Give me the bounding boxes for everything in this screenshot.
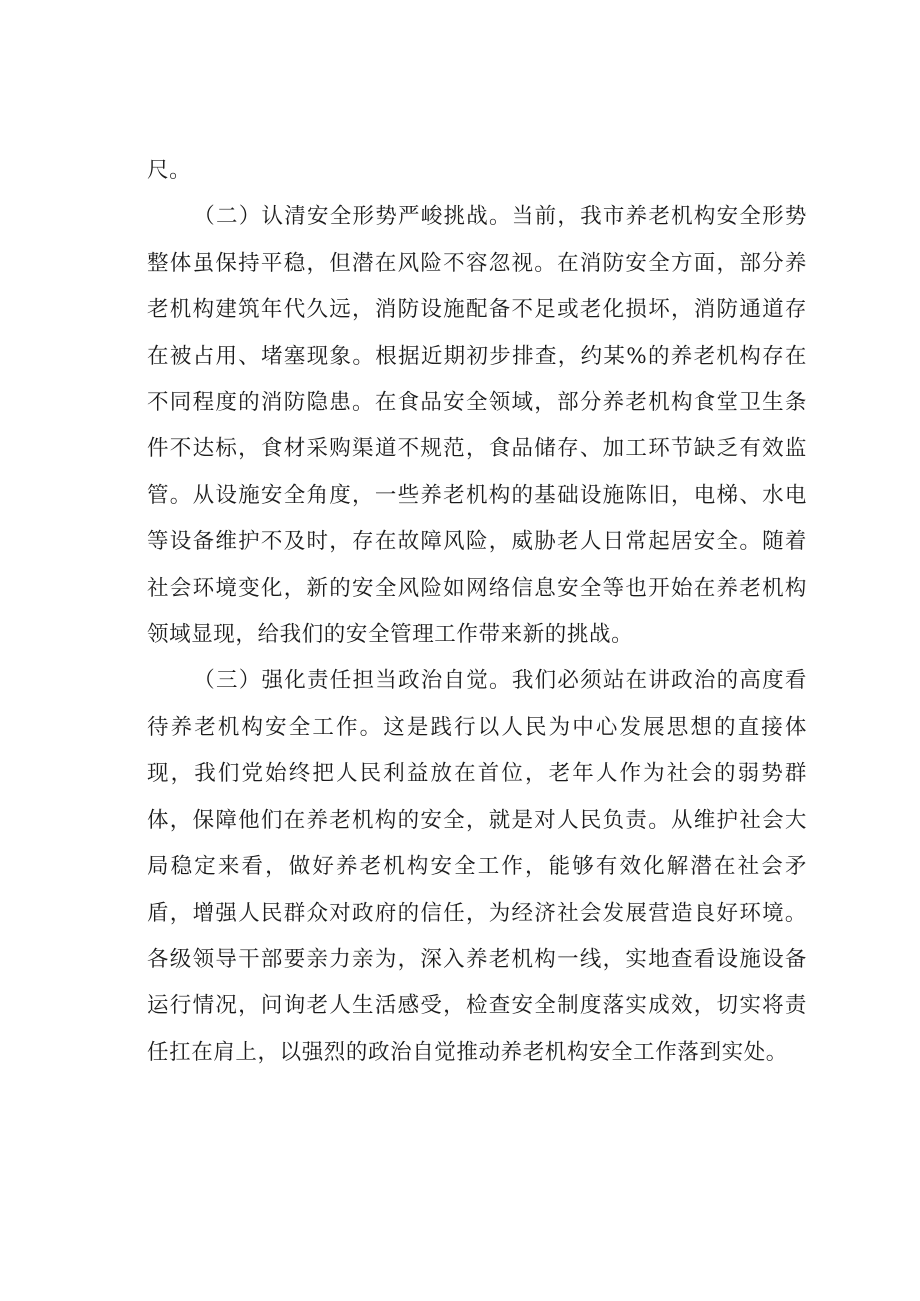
body-text [147, 148, 807, 1076]
paragraph-section-three: （三）强化责任担当政治自觉。我们必须站在讲政治的高度看待养老机构安全工作。这是践行以人民为中心发展思想的直接体现，我们党始终把人民利益放在首位，老年人作为社会的弱势群体，保障他们在养老机构的安全，就是对人民负责。从维护社会大局稳定来看，做好养老机构安全工作，能够有效化解潜在社会矛盾，增强人民群众对政府的信任，为经济社会发展营造良好环境。各级领导干部要亲力亲为，深入养老机构一线，实地查看设施设备运行情况，问询老人生活感受，检查安全制度落实成效，切实将责任扛在肩上，以强烈的政治自觉推动养老机构安全工作落到实处。 [147, 668, 807, 1065]
paragraph-section-two: （二）认清安全形势严峻挑战。当前，我市养老机构安全形势整体虽保持平稳，但潜在风险不容忽视。在消防安全方面，部分养老机构建筑年代久远，消防设施配备不足或老化损坏，消防通道存在被占用、堵塞现象。根据近期初步排查，约某%的养老机构存在不同程度的消防隐患。在食品安全领域，部分养老机构食堂卫生条件不达标，食材采购渠道不规范，食品储存、加工环节缺乏有效监管。从设施安全角度，一些养老机构的基础设施陈旧，电梯、水电等设备维护不及时，存在故障风险，威胁老人日常起居安全。随着社会环境变化，新的安全风险如网络信息安全等也开始在养老机构领域显现，给我们的安全管理工作带来新的挑战。 [147, 204, 807, 648]
paragraph-continuation: 尺。 [147, 158, 192, 183]
